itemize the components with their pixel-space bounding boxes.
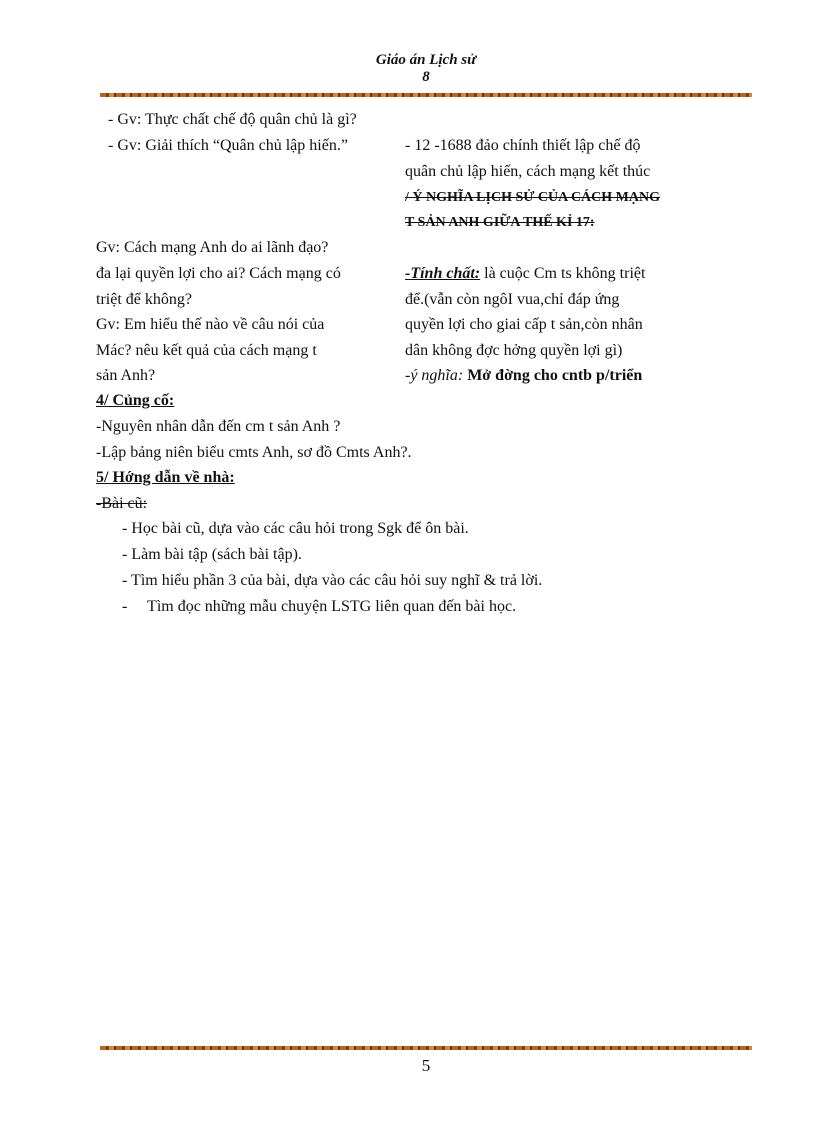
question-4-line-3: sản Anh? xyxy=(96,367,156,384)
section-5-item-2: - Làm bài tập (sách bài tập). xyxy=(122,546,302,563)
section-4-item-1: -Nguyên nhân dẫn đến cm t sản Anh ? xyxy=(96,418,341,435)
answer-1-line-2: quân chủ lập hiến, cách mạng kết thúc xyxy=(405,163,651,180)
significance-label: -ý nghĩa: xyxy=(405,367,468,384)
nature-line-4: dân không đợc hởng quyền lợi gì) xyxy=(405,342,623,359)
section-5-item-1: - Học bài cũ, dựa vào các câu hỏi trong Sgk để ôn bài. xyxy=(122,520,469,537)
section-5-item-3: - Tìm hiểu phần 3 của bài, dựa vào các câu hỏi suy nghĩ & trả lời. xyxy=(122,572,543,589)
question-4-line-2: Mác? nêu kết quả của cách mạng t xyxy=(96,342,317,359)
question-3-line-3: triệt để không? xyxy=(96,291,192,308)
nature-line-2: để.(vẫn còn ngôI vua,chỉ đáp ứng xyxy=(405,291,620,308)
page-number: 5 xyxy=(421,1056,431,1075)
section-4-item-2: -Lập bảng niên biểu cmts Anh, sơ đồ Cmts Anh?. xyxy=(96,444,412,461)
section-5-title: 5/ Hớng dẫn về nhà: xyxy=(96,469,235,486)
significance-heading-line-2: T SẢN ANH GIỮA THẾ KỈ 17: xyxy=(405,215,595,230)
question-4-line-1: Gv: Em hiểu thế nào về câu nói của xyxy=(96,316,325,333)
section-4-title: 4/ Củng cố: xyxy=(96,392,175,409)
answer-1-line-1: - 12 -1688 đảo chính thiết lập chế độ xyxy=(405,137,641,154)
nature-label: -Tính chất: xyxy=(405,265,481,282)
significance-line xyxy=(405,366,642,386)
nature-line-3: quyền lợi cho giai cấp t sản,còn nhân xyxy=(405,316,643,333)
question-1: - Gv: Thực chất chế độ quân chủ là gì? xyxy=(108,111,357,128)
section-5-subtitle: -Bài cũ: xyxy=(96,495,148,512)
footer-rule xyxy=(100,1046,752,1050)
question-3-line-1: Gv: Cách mạng Anh do ai lãnh đạo? xyxy=(96,239,329,256)
section-5-item-4: - Tìm đọc những mẫu chuyện LSTG liên quan đến bài học. xyxy=(122,598,517,615)
nature-text: là cuộc Cm ts không triệt xyxy=(480,265,646,282)
significance-heading-line-1: / Ý NGHĨA LỊCH SỬ CỦA CÁCH MẠNG xyxy=(405,190,660,205)
significance-text: Mở đờng cho cntb p/triển xyxy=(467,367,643,384)
page-header xyxy=(100,52,752,86)
question-3-line-2: đa lại quyền lợi cho ai? Cách mạng có xyxy=(96,265,341,282)
header-rule xyxy=(100,93,752,97)
question-2: - Gv: Giải thích “Quân chủ lập hiến.” xyxy=(108,137,348,154)
header-title: Giáo án Lịch sử xyxy=(375,52,477,68)
nature-line-1 xyxy=(405,264,645,284)
header-grade: 8 xyxy=(422,69,430,85)
